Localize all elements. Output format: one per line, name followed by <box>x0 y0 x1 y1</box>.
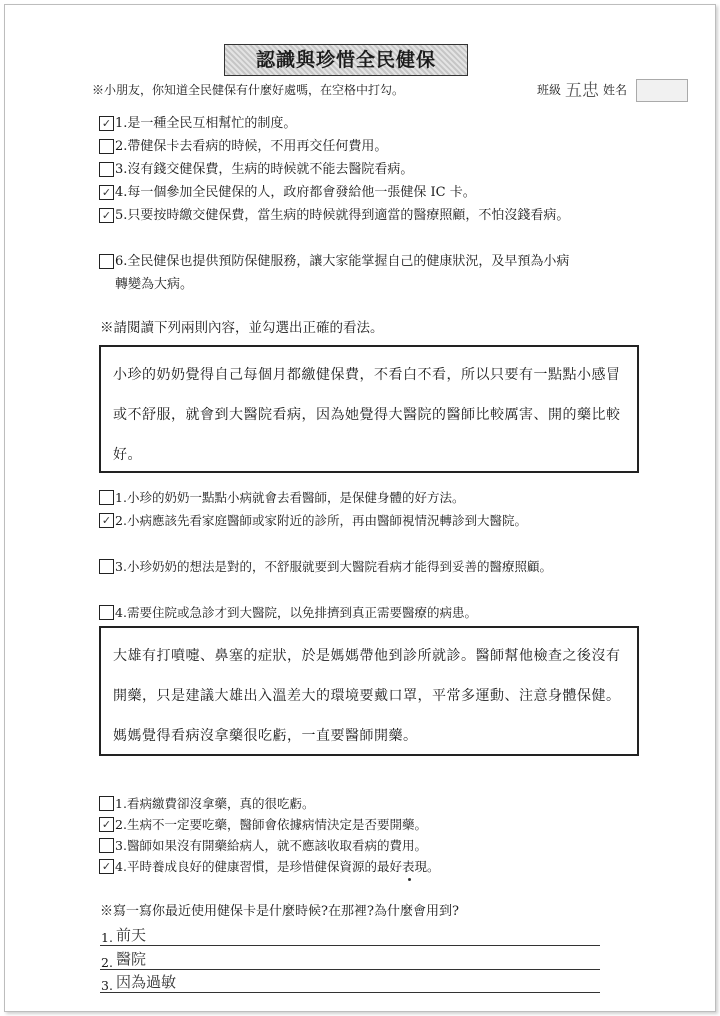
s1-checkbox-6[interactable] <box>99 254 114 269</box>
s3-item-2 <box>99 813 619 836</box>
s3-checkbox-1[interactable] <box>99 796 114 811</box>
s2-checkbox-1[interactable] <box>99 490 114 505</box>
s1-checkbox-3[interactable] <box>99 162 114 177</box>
s3-checkbox-4[interactable]: ✓ <box>99 859 114 874</box>
answer-text-2[interactable]: 醫院 <box>116 950 147 968</box>
s2-text-1: 小珍的奶奶一點點小病就會去看醫師，是保健身體的好方法。 <box>126 490 465 505</box>
s3-text-4: 平時養成良好的健康習慣，是珍惜健保資源的最好表現。 <box>126 859 440 874</box>
story-box-1: 小珍的奶奶覺得自己每個月都繳健保費，不看白不看，所以只要有一點點小感冒或不舒服，就會到大醫院看病，因為她覺得大醫院的醫師比較厲害、開的藥比較好。 <box>99 345 639 473</box>
answer-line-3 <box>100 991 600 993</box>
s2-text-3: 小珍奶奶的想法是對的，不舒服就要到大醫院看病才能得到妥善的醫療照顧。 <box>126 559 552 574</box>
s2-text-2: 小病應該先看家庭醫師或家附近的診所，再由醫師視情況轉診到大醫院。 <box>126 513 527 528</box>
s1-item-2 <box>99 135 659 158</box>
s2-checkbox-3[interactable] <box>99 559 114 574</box>
s1-item-5 <box>99 204 659 227</box>
s3-item-3 <box>99 834 619 857</box>
name-label: 姓名 <box>603 83 628 97</box>
s1-text-5: 只要按時繳交健保費，當生病的時候就得到適當的醫療照顧，不怕沒錢看病。 <box>127 208 570 223</box>
answer-line-1 <box>100 944 600 946</box>
s1-checkbox-5[interactable]: ✓ <box>99 208 114 223</box>
s1-checkbox-2[interactable] <box>99 139 114 154</box>
name-field-redacted[interactable] <box>636 79 688 102</box>
s1-item-4 <box>99 181 659 204</box>
s3-num-4: 4. <box>115 859 127 874</box>
s2-checkbox-4[interactable] <box>99 605 114 620</box>
s2-checkbox-2[interactable]: ✓ <box>99 513 114 528</box>
s2-num-1: 1. <box>115 490 127 505</box>
s1-text-6: 全民健保也提供預防保健服務，讓大家能掌握自己的健康狀況，及早預為小病轉變為大病。 <box>115 254 570 292</box>
s1-text-1: 是一種全民互相幫忙的制度。 <box>127 116 297 131</box>
class-handwritten-value: 五忠 <box>565 81 599 101</box>
s3-num-3: 3. <box>115 838 127 853</box>
s1-num-4: 4. <box>115 185 128 200</box>
s2-item-4 <box>99 601 639 624</box>
s3-item-1 <box>99 792 619 815</box>
s1-checkbox-1[interactable]: ✓ <box>99 116 114 131</box>
s2-item-2 <box>99 509 569 532</box>
s1-item-6 <box>99 250 579 296</box>
stray-mark <box>408 878 411 881</box>
answer-text-1[interactable]: 前天 <box>116 926 147 944</box>
s3-num-1: 1. <box>115 796 127 811</box>
s2-num-2: 2. <box>115 513 127 528</box>
s2-num-4: 4. <box>115 605 127 620</box>
s1-item-1 <box>99 112 659 135</box>
s3-text-3: 醫師如果沒有開藥給病人，就不應該收取看病的費用。 <box>126 838 427 853</box>
class-label: 班級 <box>537 83 562 97</box>
s3-text-1: 看病繳費卻沒拿藥，真的很吃虧。 <box>126 796 315 811</box>
s1-num-6: 6. <box>115 254 128 269</box>
s1-checkbox-4[interactable]: ✓ <box>99 185 114 200</box>
s1-num-5: 5. <box>115 208 128 223</box>
s2-num-3: 3. <box>115 559 127 574</box>
s1-text-4: 每一個參加全民健保的人，政府都會發給他一張健保 IC 卡。 <box>127 185 476 200</box>
story-box-2: 大雄有打噴嚏、鼻塞的症狀，於是媽媽帶他到診所就診。醫師幫他檢查之後沒有開藥，只是建議大雄出入溫差大的環境要戴口罩，平常多運動、注意身體保健。媽媽覺得看病沒拿藥很吃虧，一直要醫師開藥。 <box>99 626 639 756</box>
answer-number-1: 1. <box>101 930 113 945</box>
reading-instruction: ※請閱讀下列兩則內容，並勾選出正確的看法。 <box>100 320 384 336</box>
answer-line-2 <box>100 968 600 970</box>
s1-text-3: 沒有錢交健保費，生病的時候就不能去醫院看病。 <box>127 162 414 177</box>
s3-checkbox-3[interactable] <box>99 838 114 853</box>
s3-item-4 <box>99 855 619 878</box>
s1-num-3: 3. <box>115 162 128 177</box>
s2-item-3 <box>99 555 639 578</box>
intro-instruction: ※小朋友，你知道全民健保有什麼好處嗎，在空格中打勾。 <box>92 83 405 97</box>
s1-num-1: 1. <box>115 116 128 131</box>
worksheet-title: 認識與珍惜全民健保 <box>224 44 468 76</box>
answer-number-3: 3. <box>101 978 113 993</box>
answer-number-2: 2. <box>101 955 113 970</box>
s3-checkbox-2[interactable]: ✓ <box>99 817 114 832</box>
s3-text-2: 生病不一定要吃藥，醫師會依據病情決定是否要開藥。 <box>126 817 427 832</box>
usage-question: ※寫一寫你最近使用健保卡是什麼時候?在那裡?為什麼會用到? <box>100 904 459 919</box>
s3-num-2: 2. <box>115 817 127 832</box>
s2-item-1 <box>99 486 619 509</box>
s1-text-2: 帶健保卡去看病的時候，不用再交任何費用。 <box>127 139 388 154</box>
s2-text-4: 需要住院或急診才到大醫院，以免排擠到真正需要醫療的病患。 <box>126 605 477 620</box>
s1-num-2: 2. <box>115 139 128 154</box>
answer-text-3[interactable]: 因為過敏 <box>116 973 177 991</box>
s1-item-3 <box>99 158 659 181</box>
